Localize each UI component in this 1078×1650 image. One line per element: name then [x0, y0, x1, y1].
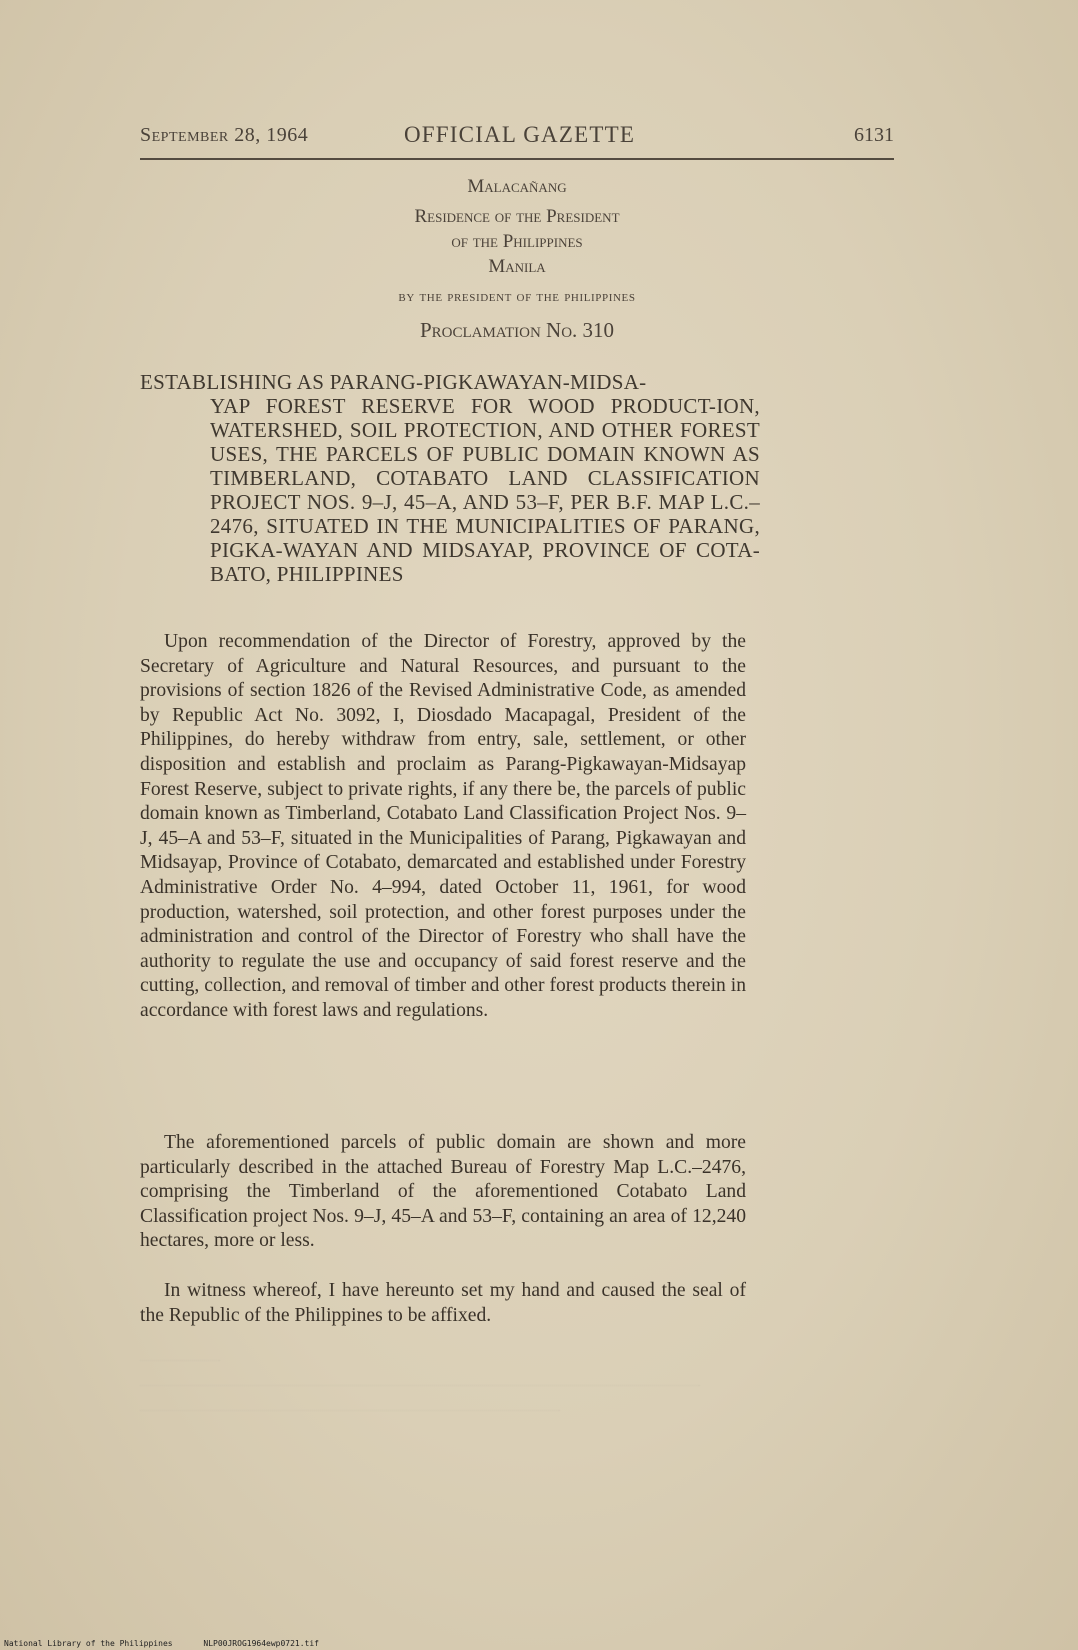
title-first-line: ESTABLISHING AS PARANG-PIGKAWAYAN-MIDSA- — [140, 370, 647, 394]
title-continuation: YAP FOREST RESERVE FOR WOOD PRODUCT-ION, WATERSHED, SOIL PROTECTION, AND OTHER FOREST USES, THE PARCELS OF PUBLIC DOMAIN KNOWN AS TIMBERLAND, COTABATO LAND CLASSIFICATION PROJECT NOS. 9–J, 45–A, AND 53–F, PER B.F. MAP L.C.–2476, SITUATED IN THE MUNICIPALITIES OF PARANG, PIGKA-WAYAN AND MIDSAYAP, PROVINCE OF COTA-BATO, PHILIPPINES — [210, 394, 760, 586]
residence-line-2: of the Philippines — [451, 231, 583, 252]
residence-line-1: Residence of the President — [414, 206, 620, 227]
paragraph-withdrawal: Upon recommendation of the Director of Forestry, approved by the Secretary of Agriculture and Natural Resources, and pursuant to the provisions of section 1826 of the Revised Administrative Code, as amended by Republic Act No. 3092, I, Diosdado Macapagal, President of the Philippines, do hereby withdraw from entry, sale, settlement, or other disposition and establish and proclaim as Parang-Pigkawayan-Midsayap Forest Reserve, subject to private rights, if any there be, the parcels of public domain known as Timberland, Cotabato Land Classification Project Nos. 9–J, 45–A and 53–F, situated in the Municipalities of Parang, Pigkawayan and Midsayap, Province of Cotabato, demarcated and established under Forestry Administrative Order No. 4–994, dated October 11, 1961, for wood production, watershed, soil protection, and other forest purposes under the administration and control of the Director of Forestry who shall have the authority to regulate the use and occupancy of said forest reserve and the cutting, collection, and removal of timber and other forest products therein in accordance with forest laws and regulations. — [140, 631, 746, 1021]
publication-title: OFFICIAL GAZETTE — [404, 122, 636, 147]
scan-footer — [4, 1639, 345, 1648]
issue-date: September 28, 1964 — [140, 124, 309, 146]
authority-line: by the president of the philippines — [398, 288, 636, 305]
bleed-through-shadow — [140, 1360, 746, 1435]
running-header — [140, 124, 894, 158]
scan-file-id: NLP00JROG1964ewp0721.tif — [203, 1639, 319, 1648]
palace-name: Malacañang — [467, 176, 567, 197]
city-name: Manila — [488, 256, 546, 277]
page-number: 6131 — [854, 124, 894, 146]
proclamation-number: Proclamation No. 310 — [419, 318, 615, 342]
paragraph-witness: In witness whereof, I have hereunto set my hand and caused the seal of the Republic of the Philippines to be affixed. — [140, 1280, 746, 1326]
header-rule — [140, 158, 894, 160]
proclamation-title — [140, 370, 760, 586]
library-credit: National Library of the Philippines — [4, 1639, 173, 1648]
paragraph-description: The aforementioned parcels of public domain are shown and more particularly described in the attached Bureau of Forestry Map L.C.–2476, comprising the Timberland of the aforementioned Cotabato Land Classification project Nos. 9–J, 45–A and 53–F, containing an area of 12,240 hectares, more or less. — [140, 1132, 746, 1252]
